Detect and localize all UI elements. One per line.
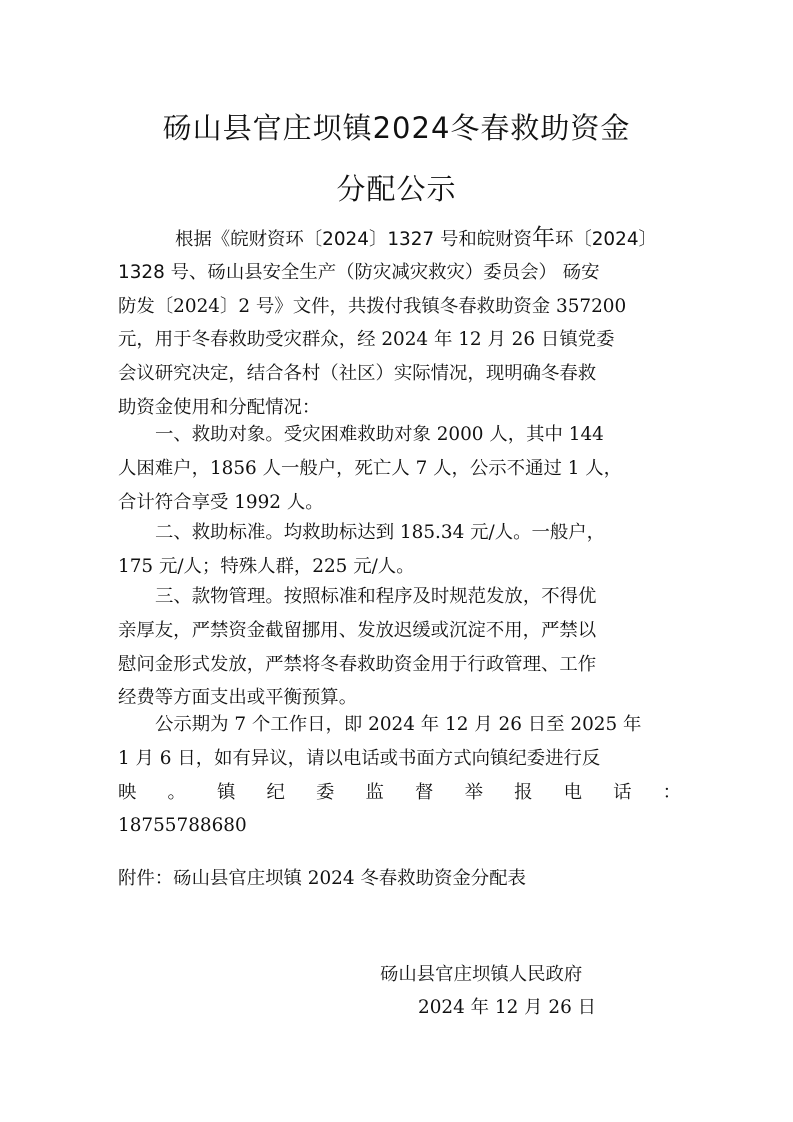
attachment-note <box>118 862 681 896</box>
intro-doc-ref-a: 《皖财资环〔2024〕1327 号和皖财资 <box>211 229 532 250</box>
intro-doc-ref-c: 1328 号、砀山县安全生产（防灾减灾救灾）委员会） <box>118 261 557 283</box>
intro-line-4: 元，用于冬春救助受灾群众，经 2024 年 12 月 26 日镇党委 <box>118 329 615 351</box>
attachment-text: 附件：砀山县官庄坝镇 2024 冬春救助资金分配表 <box>118 868 526 889</box>
section-recipients-line-3: 合计符合享受 1992 人。 <box>118 491 324 513</box>
intro-doc-ref-b: 环〔2024〕 <box>554 229 657 250</box>
section-management-line-4: 经费等方面支出或平衡预算。 <box>118 687 358 709</box>
section-management-line-3: 慰问金形式发放，严禁将冬春救助资金用于行政管理、工作 <box>118 653 597 675</box>
section-management-line-2: 亲厚友，严禁资金截留挪用、发放迟缓或沉淀不用，严禁以 <box>118 619 597 641</box>
intro-line-5: 会议研究决定，结合各村（社区）实际情况，现明确冬春救 <box>118 363 597 385</box>
intro-line-3: 防发〔2024〕2 号》文件，共拨付我镇冬春救助资金 357200 <box>118 295 627 317</box>
section-standard <box>118 516 681 584</box>
report-phone-number: 18755788680 <box>118 815 247 837</box>
signature-organization: 砀山县官庄坝镇人民政府 <box>380 964 583 985</box>
section-recipients-line-1: 一、救助对象。受灾困难救助对象 2000 人，其中 144 <box>155 424 604 445</box>
section-standard-line-1: 二、救助标准。均救助标达到 185.34 元/人。一般户， <box>155 522 606 543</box>
notice-line-3: 映 。 镇 纪 委 监 督 举 报 电 话 ： <box>118 781 681 803</box>
section-management-line-1: 三、款物管理。按照标准和程序及时规范发放，不得优 <box>155 586 597 607</box>
section-management <box>118 580 681 715</box>
intro-lead: 根据 <box>175 229 212 250</box>
section-recipients-line-2: 人困难户，1856 人一般户，死亡人 7 人，公示不通过 1 人， <box>118 457 623 479</box>
intro-paragraph <box>118 222 681 425</box>
notice-paragraph <box>118 708 681 843</box>
intro-line-1 <box>118 222 681 256</box>
intro-line-6: 助资金使用和分配情况： <box>118 396 321 418</box>
intro-doc-ref-year-char: 年 <box>531 225 555 251</box>
intro-doc-ref-d: 砀安 <box>562 261 600 283</box>
page-title-line1: 砀山县官庄坝镇2024冬春救助资金 <box>162 111 631 145</box>
notice-line-2: 1 月 6 日，如有异议，请以电话或书面方式向镇纪委进行反 <box>118 747 601 769</box>
section-standard-line-2: 175 元/人；特殊人群，225 元/人。 <box>118 555 415 577</box>
notice-line-1: 公示期为 7 个工作日，即 2024 年 12 月 26 日至 2025 年 <box>155 714 642 735</box>
signature-date: 2024 年 12 月 26 日 <box>418 997 597 1018</box>
section-recipients <box>118 418 681 519</box>
intro-line-2 <box>118 256 681 290</box>
page-title-line2: 分配公示 <box>336 172 457 206</box>
